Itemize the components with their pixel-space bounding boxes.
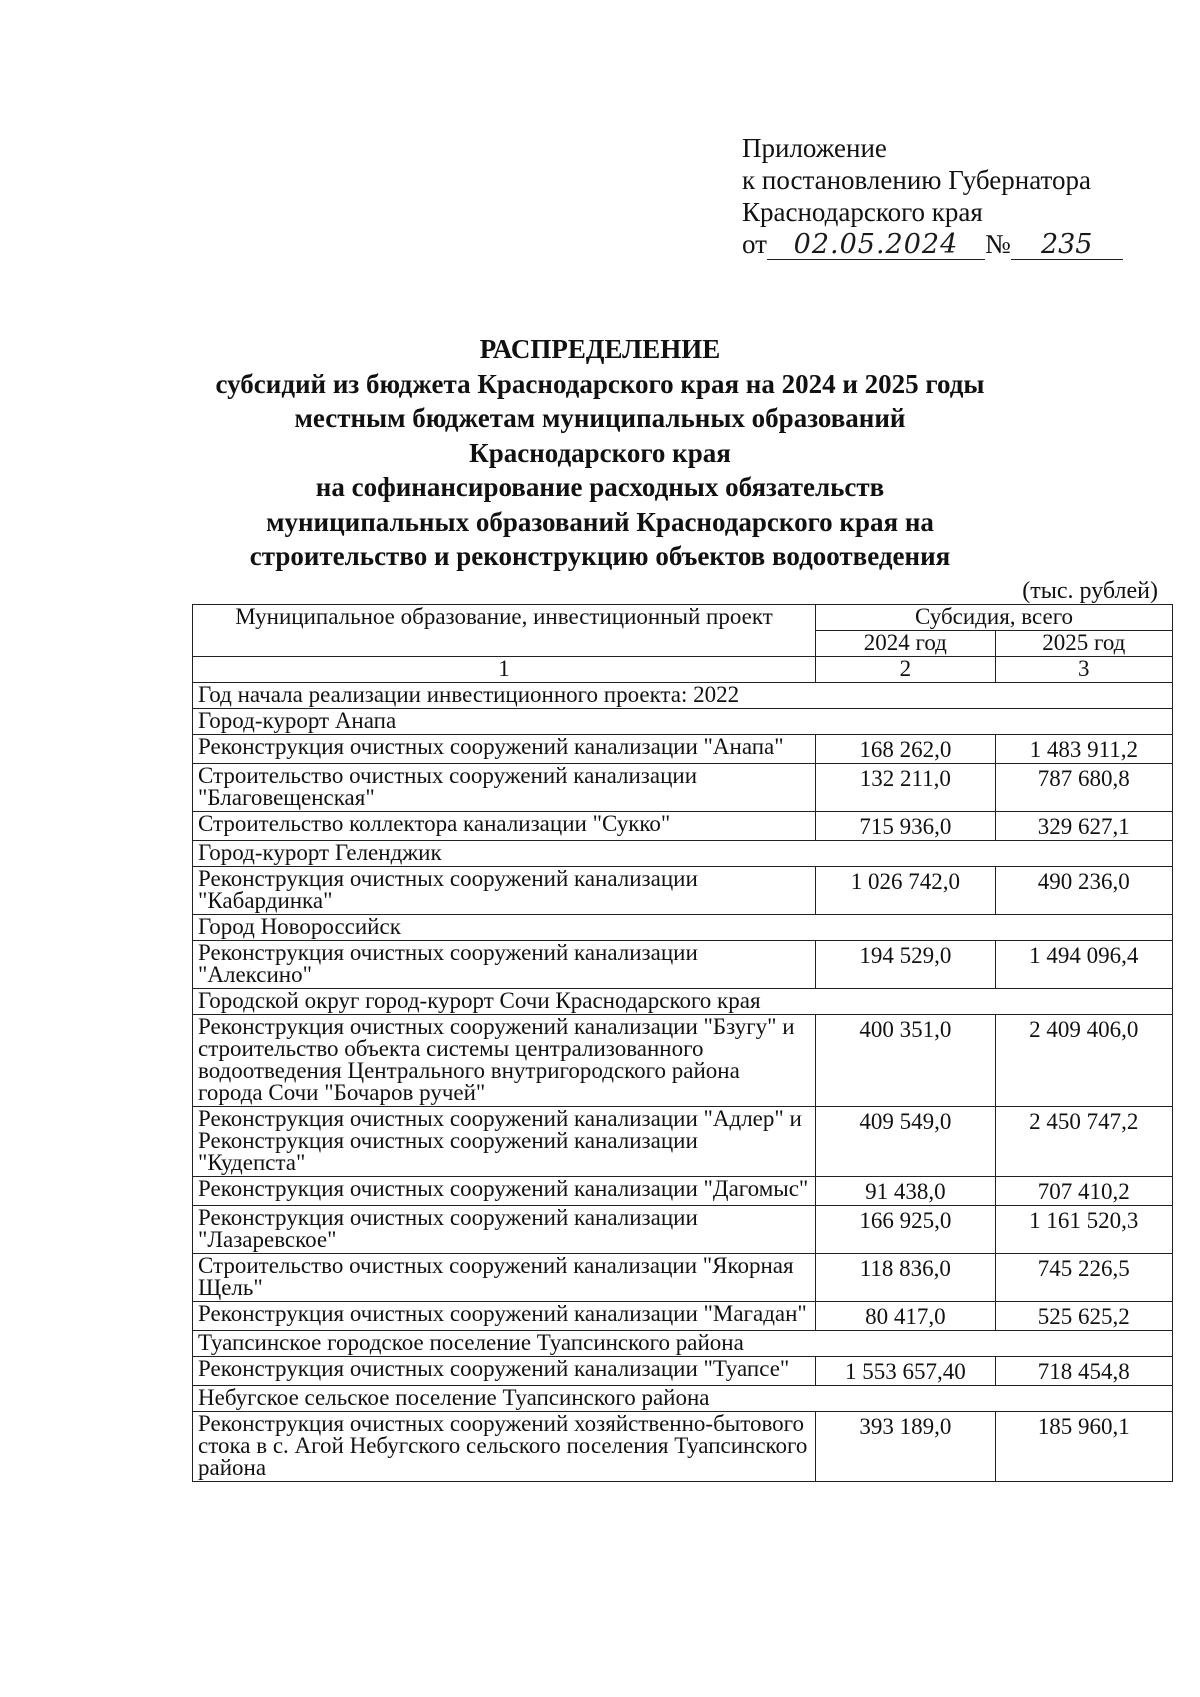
column-number-2: 2: [816, 657, 996, 683]
project-name: Реконструкция очистных сооружений канализации "Магадан": [193, 1302, 816, 1331]
table-header-row-1: [193, 605, 1173, 631]
subsidy-2025: 2 450 747,2: [995, 1107, 1172, 1177]
column-number-3: 3: [995, 657, 1172, 683]
project-name: Строительство коллектора канализации "Сукко": [193, 812, 816, 841]
project-name: Реконструкция очистных сооружений канализации "Алексино": [193, 941, 816, 989]
header-year-2024: 2024 год: [816, 631, 996, 657]
subsidy-2025: 2 409 406,0: [995, 1015, 1172, 1107]
table-row: [193, 735, 1173, 764]
section-title: Небугское сельское поселение Туапсинского района: [193, 1386, 1173, 1412]
subsidy-2024: 409 549,0: [816, 1107, 996, 1177]
subsidy-2024: 1 553 657,40: [816, 1357, 996, 1386]
table-row: [193, 1254, 1173, 1302]
subsidy-2025: 707 410,2: [995, 1177, 1172, 1206]
appendix-date-number-row: [742, 228, 1123, 260]
subsidy-table: [192, 604, 1173, 1482]
section-title: Год начала реализации инвестиционного проекта: 2022: [193, 683, 1173, 709]
project-name: Строительство очистных сооружений канализации "Благовещенская": [193, 764, 816, 812]
subsidy-2024: 168 262,0: [816, 735, 996, 764]
subsidy-2025: 490 236,0: [995, 867, 1172, 915]
subsidy-2025: 329 627,1: [995, 812, 1172, 841]
table-section-row: [193, 989, 1173, 1015]
subsidy-2024: 393 189,0: [816, 1412, 996, 1482]
number-prefix: №: [984, 229, 1011, 259]
column-number-1: 1: [193, 657, 816, 683]
table-row: [193, 1177, 1173, 1206]
project-name: Реконструкция очистных сооружений хозяйственно-бытового стока в с. Агой Небугского сельского поселения Туапсинского района: [193, 1412, 816, 1482]
table-row: [193, 1107, 1173, 1177]
table-row: [193, 812, 1173, 841]
title-line-2: субсидий из бюджета Краснодарского края на 2024 и 2025 годы: [215, 368, 985, 399]
table-row: [193, 1357, 1173, 1386]
date-prefix: от: [742, 229, 767, 259]
subsidy-2024: 91 438,0: [816, 1177, 996, 1206]
title-line-4: Краснодарского края: [469, 437, 731, 468]
appendix-block: [742, 132, 1123, 260]
title-line-3: местным бюджетам муниципальных образований: [294, 403, 906, 433]
project-name: Реконструкция очистных сооружений канализации "Анапа": [193, 735, 816, 764]
subsidy-2025: 718 454,8: [995, 1357, 1172, 1386]
handwritten-date: 02.05.2024: [767, 231, 985, 260]
table-section-row: [193, 1386, 1173, 1412]
table-column-numbers-row: [193, 657, 1173, 683]
appendix-line-3: Краснодарского края: [742, 197, 983, 227]
table-row: [193, 867, 1173, 915]
table-row: [193, 1302, 1173, 1331]
subsidy-2025: 185 960,1: [995, 1412, 1172, 1482]
table-section-row: [193, 915, 1173, 941]
section-title: Туапсинское городское поселение Туапсинского района: [193, 1331, 1173, 1357]
title-line-1: РАСПРЕДЕЛЕНИЕ: [479, 334, 721, 364]
header-subsidy-total: Субсидия, всего: [816, 605, 1173, 631]
project-name: Реконструкция очистных сооружений канализации "Туапсе": [193, 1357, 816, 1386]
subsidy-2025: 787 680,8: [995, 764, 1172, 812]
header-year-2025: 2025 год: [995, 631, 1172, 657]
subsidy-2024: 80 417,0: [816, 1302, 996, 1331]
project-name: Реконструкция очистных сооружений канализации "Лазаревское": [193, 1206, 816, 1254]
table-row: [193, 764, 1173, 812]
subsidy-2025: 745 226,5: [995, 1254, 1172, 1302]
subsidy-2025: 1 494 096,4: [995, 941, 1172, 989]
project-name: Реконструкция очистных сооружений канализации "Кабардинка": [193, 867, 816, 915]
document-title: [200, 332, 1000, 574]
table-row: [193, 1412, 1173, 1482]
title-line-5: на софинансирование расходных обязательств: [315, 472, 885, 502]
table-section-row: [193, 709, 1173, 735]
section-title: Город-курорт Геленджик: [193, 841, 1173, 867]
project-name: Реконструкция очистных сооружений канализации "Адлер" и Реконструкция очистных сооружений канализации "Кудепста": [193, 1107, 816, 1177]
subsidy-2024: 166 925,0: [816, 1206, 996, 1254]
table-section-row: [193, 1331, 1173, 1357]
header-municipality: Муниципальное образование, инвестиционный проект: [193, 605, 816, 657]
subsidy-2024: 1 026 742,0: [816, 867, 996, 915]
table-section-row: [193, 841, 1173, 867]
project-name: Реконструкция очистных сооружений канализации "Дагомыс": [193, 1177, 816, 1206]
subsidy-2024: 194 529,0: [816, 941, 996, 989]
table-row: [193, 1015, 1173, 1107]
units-label: (тыс. рублей): [1022, 578, 1158, 604]
section-title: Город Новороссийск: [193, 915, 1173, 941]
handwritten-number: 235: [1011, 231, 1123, 260]
project-name: Реконструкция очистных сооружений канализации "Бзугу" и строительство объекта системы централизованного водоотведения Центрального внутригородского района города Сочи "Бочаров ручей": [193, 1015, 816, 1107]
subsidy-2025: 1 483 911,2: [995, 735, 1172, 764]
subsidy-2025: 525 625,2: [995, 1302, 1172, 1331]
project-name: Строительство очистных сооружений канализации "Якорная Щель": [193, 1254, 816, 1302]
subsidy-2024: 118 836,0: [816, 1254, 996, 1302]
subsidy-2025: 1 161 520,3: [995, 1206, 1172, 1254]
subsidy-2024: 132 211,0: [816, 764, 996, 812]
table-row: [193, 1206, 1173, 1254]
title-line-7: строительство и реконструкцию объектов водоотведения: [249, 541, 951, 571]
table-section-row: [193, 683, 1173, 709]
table-row: [193, 941, 1173, 989]
section-title: Город-курорт Анапа: [193, 709, 1173, 735]
subsidy-2024: 400 351,0: [816, 1015, 996, 1107]
section-title: Городской округ город-курорт Сочи Краснодарского края: [193, 989, 1173, 1015]
appendix-line-2: к постановлению Губернатора: [742, 165, 1091, 195]
title-line-6: муниципальных образований Краснодарского края на: [266, 506, 934, 537]
subsidy-2024: 715 936,0: [816, 812, 996, 841]
appendix-line-1: Приложение: [742, 133, 887, 163]
